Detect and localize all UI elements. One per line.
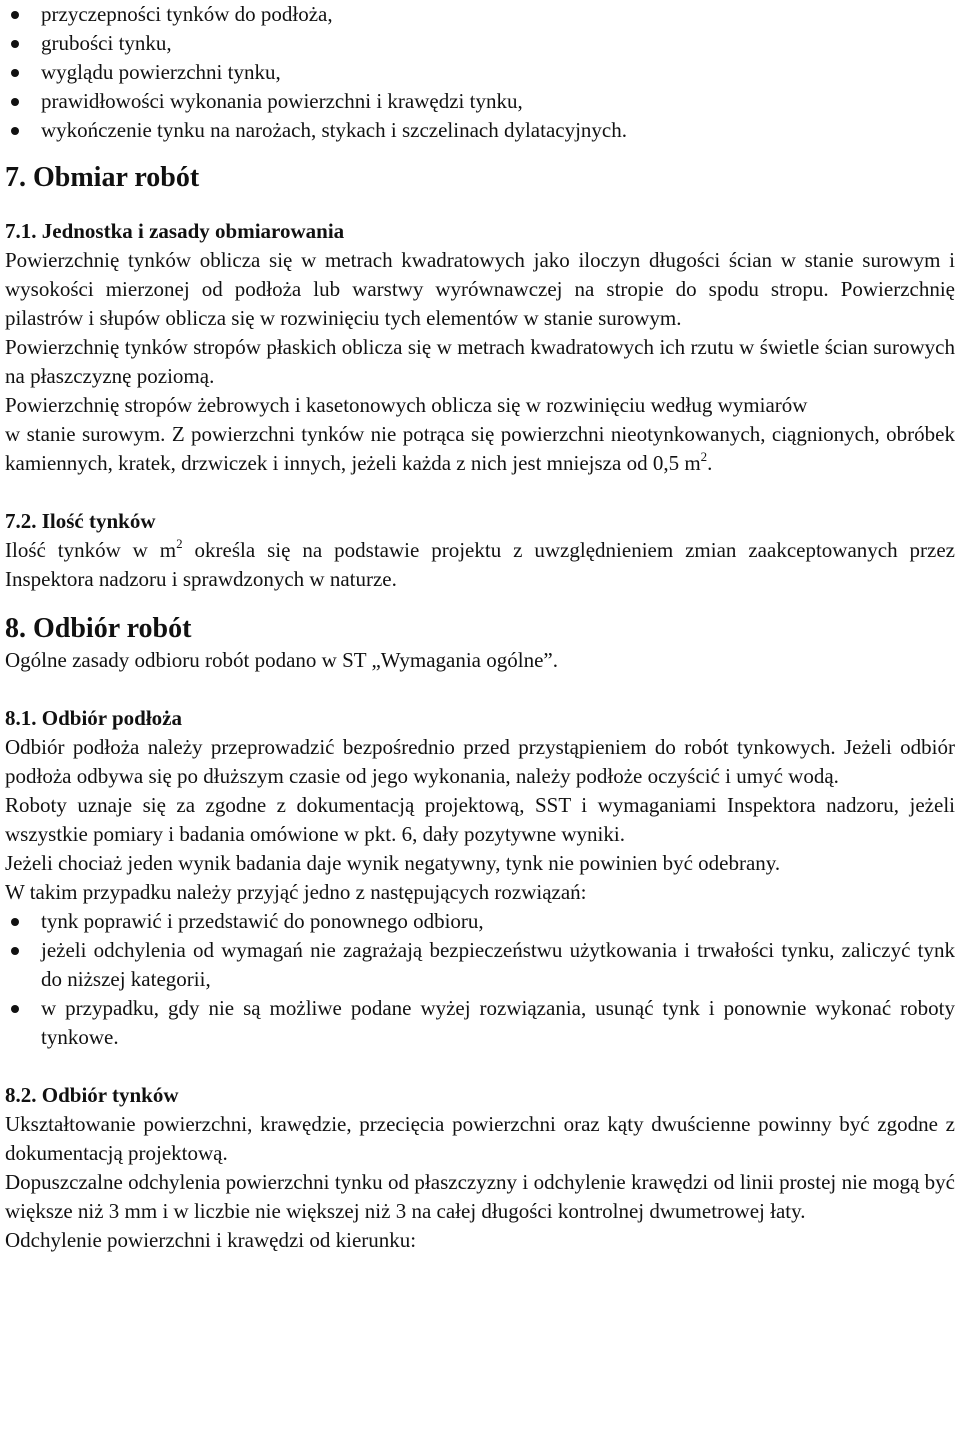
list-item: przyczepności tynków do podłoża,: [5, 0, 955, 29]
list-item: [5, 936, 955, 994]
paragraph: Powierzchnię stropów żebrowych i kasetonowych oblicza się w rozwinięciu według wymiarów: [5, 393, 808, 417]
list-item: [5, 994, 955, 1052]
paragraph: W takim przypadku należy przyjąć jedno z następujących rozwiązań:: [5, 880, 587, 904]
paragraph: [5, 420, 955, 478]
paragraph: Powierzchnię tynków stropów płaskich oblicza się w metrach kwadratowych ich rzutu w świetle ścian surowych na płaszczyznę poziomą.: [5, 335, 955, 388]
paragraph: Ukształtowanie powierzchni, krawędzie, przecięcia powierzchni oraz kąty dwuścienne powinny być zgodne z dokumentacją projektową.: [5, 1112, 955, 1165]
list-item: wyglądu powierzchni tynku,: [5, 58, 955, 87]
subsection-heading-8-2: 8.2. Odbiór tynków: [5, 1083, 179, 1107]
paragraph: Roboty uznaje się za zgodne z dokumentacją projektową, SST i wymaganiami Inspektora nadzoru, jeżeli wszystkie pomiary i badania omówione w pkt. 6, dały pozytywne wyniki.: [5, 793, 955, 846]
superscript: 2: [700, 449, 708, 464]
paragraph: Powierzchnię tynków oblicza się w metrach kwadratowych jako iloczyn długości ścian w stanie surowym i wysokości mierzonej od podłoża lub warstwy wyrównawczej na stropie do spodu stropu. Powierzchnię pilastrów i słupów oblicza się w rozwinięciu tych elementów w stanie surowym.: [5, 248, 955, 330]
list-item: [5, 907, 955, 936]
paragraph: Ogólne zasady odbioru robót podano w ST „Wymagania ogólne”.: [5, 648, 558, 672]
list-item: wykończenie tynku na narożach, stykach i szczelinach dylatacyjnych.: [5, 116, 955, 145]
paragraph-text: .: [707, 451, 713, 475]
list-item-text: w przypadku, gdy nie są możliwe podane wyżej rozwiązania, usunąć tynk i ponownie wykonać roboty tynkowe.: [41, 996, 955, 1049]
resolution-bullet-list: [5, 907, 955, 1052]
superscript: 2: [176, 536, 183, 551]
top-bullet-list: [5, 0, 955, 145]
paragraph-text: Ilość tynków w m: [5, 538, 177, 562]
paragraph-text: określa się na podstawie projektu z uwzględnieniem zmian zaakceptowanych przez Inspektora nadzoru i sprawdzonych w naturze.: [5, 538, 955, 591]
paragraph: Odchylenie powierzchni i krawędzi od kierunku:: [5, 1228, 417, 1252]
subsection-heading-7-1: 7.1. Jednostka i zasady obmiarowania: [5, 219, 345, 243]
document-page: [5, 0, 955, 1255]
paragraph: Jeżeli chociaż jeden wynik badania daje wynik negatywny, tynk nie powinien być odebrany.: [5, 851, 781, 875]
paragraph: Odbiór podłoża należy przeprowadzić bezpośrednio przed przystąpieniem do robót tynkowych. Jeżeli odbiór podłoża odbywa się po dłuższym czasie od jego wykonania, należy podłoże oczyścić i umyć wodą.: [5, 735, 955, 788]
paragraph: [5, 536, 955, 594]
paragraph-text: w stanie surowym. Z powierzchni tynków nie potrąca się powierzchni nieotynkowanych, ciągnionych, obróbek kamiennych, kratek, drzwiczek i innych, jeżeli każda z nich jest mniejsza od 0,5 m: [5, 422, 955, 475]
list-item-text: tynk poprawić i przedstawić do ponownego odbioru,: [41, 909, 484, 933]
list-item: grubości tynku,: [5, 29, 955, 58]
section-heading-7: 7. Obmiar robót: [5, 162, 200, 193]
list-item-text: jeżeli odchylenia od wymagań nie zagrażają bezpieczeństwu użytkowania i trwałości tynku, zaliczyć tynk do niższej kategorii,: [41, 938, 955, 991]
list-item: prawidłowości wykonania powierzchni i krawędzi tynku,: [5, 87, 955, 116]
subsection-heading-8-1: 8.1. Odbiór podłoża: [5, 706, 182, 730]
section-heading-8: 8. Odbiór robót: [5, 613, 192, 644]
subsection-heading-7-2: 7.2. Ilość tynków: [5, 509, 156, 533]
paragraph: Dopuszczalne odchylenia powierzchni tynku od płaszczyzny i odchylenie krawędzi od linii prostej nie mogą być większe niż 3 mm i w liczbie nie większej niż 3 na całej długości kontrolnej dwumetrowej łaty.: [5, 1170, 955, 1223]
